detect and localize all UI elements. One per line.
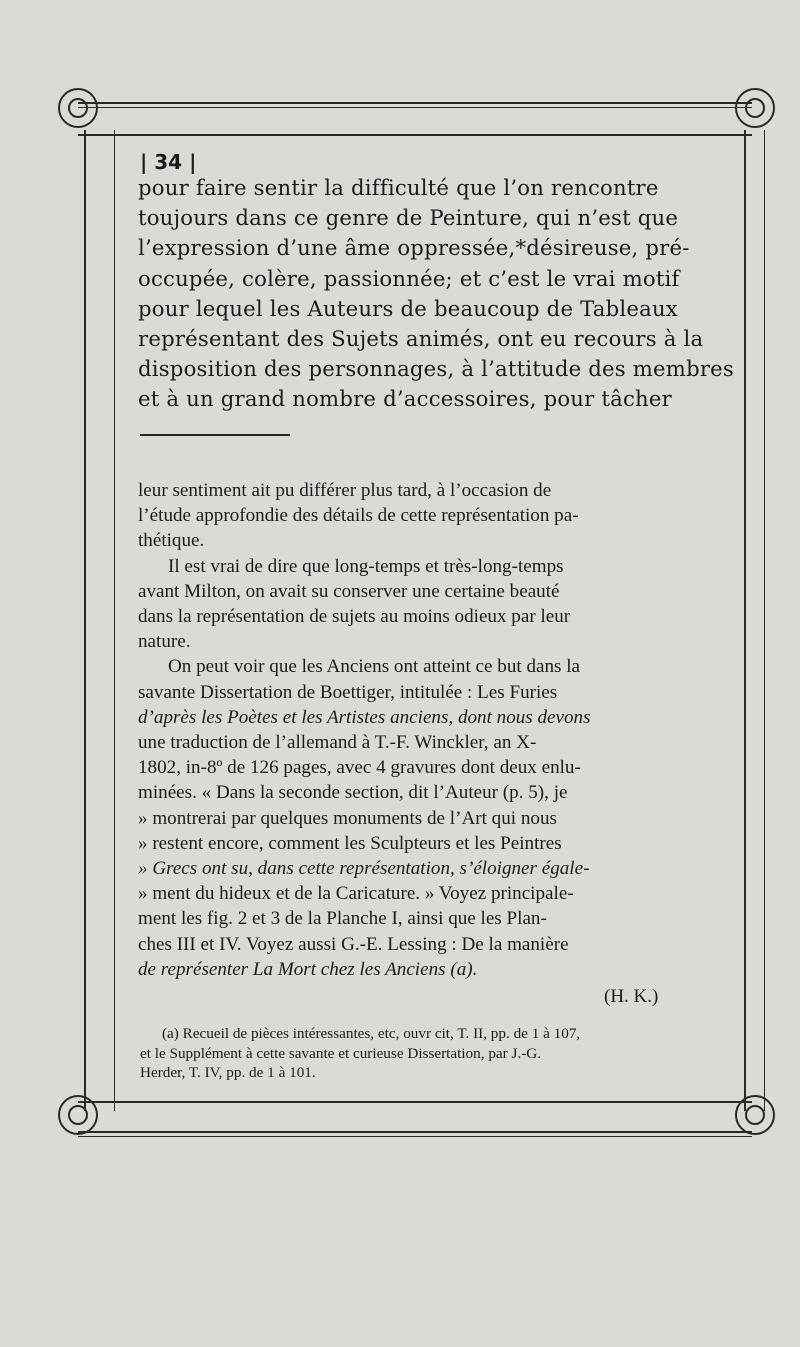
text-line: » Grecs ont su, dans cette représentation, s’éloigner égale- [138, 858, 590, 880]
frame-right-inner [744, 130, 746, 1111]
frame-bottom-inner [78, 1101, 752, 1103]
text-line: » ment du hideux et de la Caricature. » Voyez principale- [138, 883, 574, 905]
text-line: pour faire sentir la difficulté que l’on rencontre [138, 175, 659, 200]
text-line: On peut voir que les Anciens ont atteint ce but dans la [168, 656, 581, 678]
text-line: minées. « Dans la seconde section, dit l’Auteur (p. 5), je [138, 782, 568, 804]
text-line: toujours dans ce genre de Peinture, qui n’est que [138, 205, 679, 231]
text-line: d’après les Poètes et les Artistes anciens, dont nous devons [138, 706, 591, 728]
top-paragraph [138, 173, 738, 415]
text-line: 1802, in-8º de 126 pages, avec 4 gravures dont deux enlu- [138, 757, 581, 779]
text-line: représentant des Sujets animés, ont eu recours à la [138, 326, 704, 352]
frame-right-outer [764, 130, 765, 1111]
text-line: pour lequel les Auteurs de beaucoup de Tableaux [138, 295, 678, 321]
footnote-line: (a) Recueil de pièces intéressantes, etc, ouvr cit, T. II, pp. de 1 à 107, [162, 1025, 581, 1042]
text-line: et à un grand nombre d’accessoires, pour tâcher [138, 386, 672, 412]
body-text [138, 478, 738, 982]
frame-left-outer [84, 130, 86, 1111]
text-line: de représenter La Mort chez les Anciens (a). [138, 958, 478, 980]
text-line: Il est vrai de dire que long-temps et très-long-temps [168, 555, 564, 577]
page-number: | 34 | [140, 150, 197, 174]
text-line: disposition des personnages, à l’attitude des membres [138, 356, 734, 382]
text-line: ches III et IV. Voyez aussi G.-E. Lessing : De la manière [138, 933, 569, 955]
corner-ornament-icon [58, 88, 98, 128]
corner-ornament-icon [58, 1095, 98, 1135]
corner-ornament-icon [735, 88, 775, 128]
text-line: nature. [138, 631, 191, 653]
text-line: dans la représentation de sujets au moins odieux par leur [138, 606, 571, 628]
footnote-line: Herder, T. IV, pp. de 1 à 101. [140, 1064, 316, 1081]
section-separator [140, 434, 290, 436]
text-line: savante Dissertation de Boettiger, intitulée : Les Furies [138, 681, 558, 703]
footnote [140, 1024, 740, 1083]
text-line: l’expression d’une âme oppressée,*désireuse, pré- [138, 235, 690, 261]
text-line: avant Milton, on avait su conserver une certaine beauté [138, 580, 560, 602]
frame-bottom-outer [78, 1131, 752, 1137]
text-line: thétique. [138, 530, 205, 552]
text-line: une traduction de l’allemand à T.-F. Winckler, an X- [138, 732, 537, 754]
text-line: l’étude approfondie des détails de cette représentation pa- [138, 505, 579, 527]
corner-ornament-icon [735, 1095, 775, 1135]
frame-top-outer [78, 102, 752, 108]
author-signature: (H. K.) [604, 986, 659, 1007]
text-line: leur sentiment ait pu différer plus tard, à l’occasion de [138, 480, 552, 501]
frame-top-inner [78, 134, 752, 136]
text-line: » restent encore, comment les Sculpteurs et les Peintres [138, 832, 562, 854]
text-line: ment les fig. 2 et 3 de la Planche I, ainsi que les Plan- [138, 908, 547, 930]
frame-left-inner [114, 130, 115, 1111]
footnote-line: et le Supplément à cette savante et curieuse Dissertation, par J.-G. [140, 1044, 542, 1062]
text-line: » montrerai par quelques monuments de l’Art qui nous [138, 807, 557, 829]
text-line: occupée, colère, passionnée; et c’est le vrai motif [138, 265, 680, 291]
